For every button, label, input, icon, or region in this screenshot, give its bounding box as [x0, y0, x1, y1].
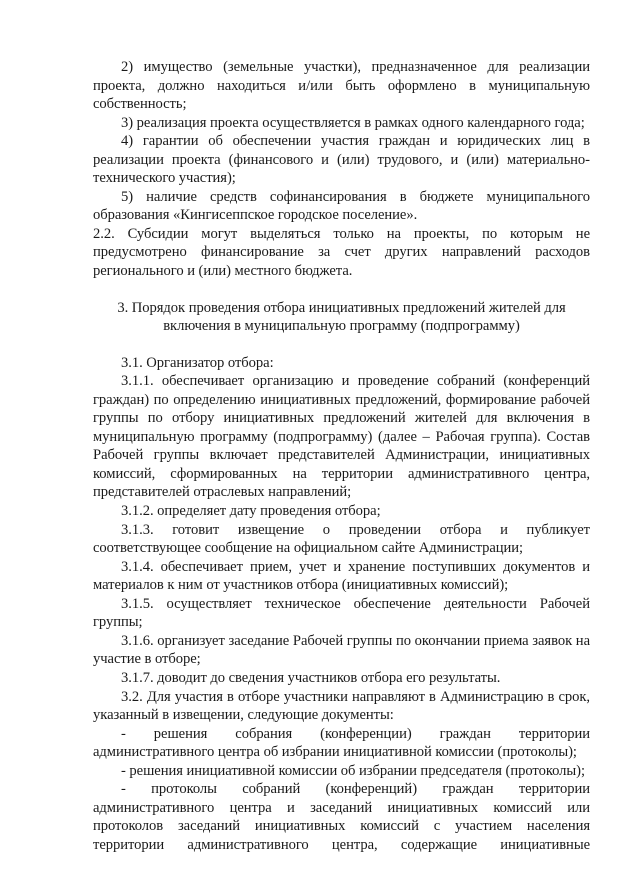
section-3-heading: 3. Порядок проведения отбора инициативных предложений жителей для включения в муниципальную программу (подпрограмму) — [117, 299, 566, 335]
item-5: 5) наличие средств софинансирования в бюджете муниципального образования «Кингисеппское городское поселение». — [93, 188, 590, 224]
clause-3-1-5: 3.1.5. осуществляет техническое обеспечение деятельности Рабочей группы; — [93, 595, 590, 631]
document-item-1: - решения собрания (конференции) граждан территории административного центра об избрании инициативной комиссии (протоколы); — [93, 725, 590, 761]
document-page — [93, 58, 590, 854]
clause-3-1-6: 3.1.6. организует заседание Рабочей группы по окончании приема заявок на участие в отборе; — [93, 632, 590, 668]
clause-2-2: 2.2. Субсидии могут выделяться только на проекты, по которым не предусмотрено финансирование за счет других направлений расходов регионального и (или) местного бюджета. — [93, 225, 590, 280]
item-4: 4) гарантии об обеспечении участия граждан и юридических лиц в реализации проекта (финансового и (или) трудового, и (или) материально-технического участия); — [93, 133, 590, 187]
document-item-3: - протоколы собраний (конференций) граждан территории административного центра и заседаний инициативных комиссий или протоколов заседаний инициативных комиссий с участием населения территории административного центра, содержащие инициативные — [93, 781, 590, 853]
item-2: 2) имущество (земельные участки), предназначенное для реализации проекта, должно находиться и/или быть оформлено в муниципальную собственность; — [93, 59, 590, 113]
item-3: 3) реализация проекта осуществляется в рамках одного календарного года; — [121, 114, 585, 131]
clause-3-1: 3.1. Организатор отбора: — [121, 354, 274, 371]
clause-3-1-3: 3.1.3. готовит извещение о проведении отбора и публикует соответствующее сообщение на официальном сайте Администрации; — [93, 521, 590, 557]
document-item-2: - решения инициативной комиссии об избрании председателя (протоколы); — [121, 762, 585, 779]
clause-3-2: 3.2. Для участия в отборе участники направляют в Администрацию в срок, указанный в извещении, следующие документы: — [93, 688, 590, 724]
clause-3-1-7: 3.1.7. доводит до сведения участников отбора его результаты. — [121, 669, 501, 686]
clause-3-1-2: 3.1.2. определяет дату проведения отбора; — [121, 503, 381, 520]
clause-3-1-4: 3.1.4. обеспечивает прием, учет и хранение поступивших документов и материалов к ним от участников отбора (инициативных комиссий); — [93, 558, 590, 594]
clause-3-1-1: 3.1.1. обеспечивает организацию и проведение собраний (конференций граждан) по определению инициативных предложений, формирование рабочей группы по отбору инициативных предложений жителей для включения в муниципальную программу (подпрограмму) (далее – Рабочая группа). Состав Рабочей группы включает представителей Администрации, инициативных комиссий, сформированных на территории административного центра, представителей отраслевых направлений; — [93, 373, 590, 501]
